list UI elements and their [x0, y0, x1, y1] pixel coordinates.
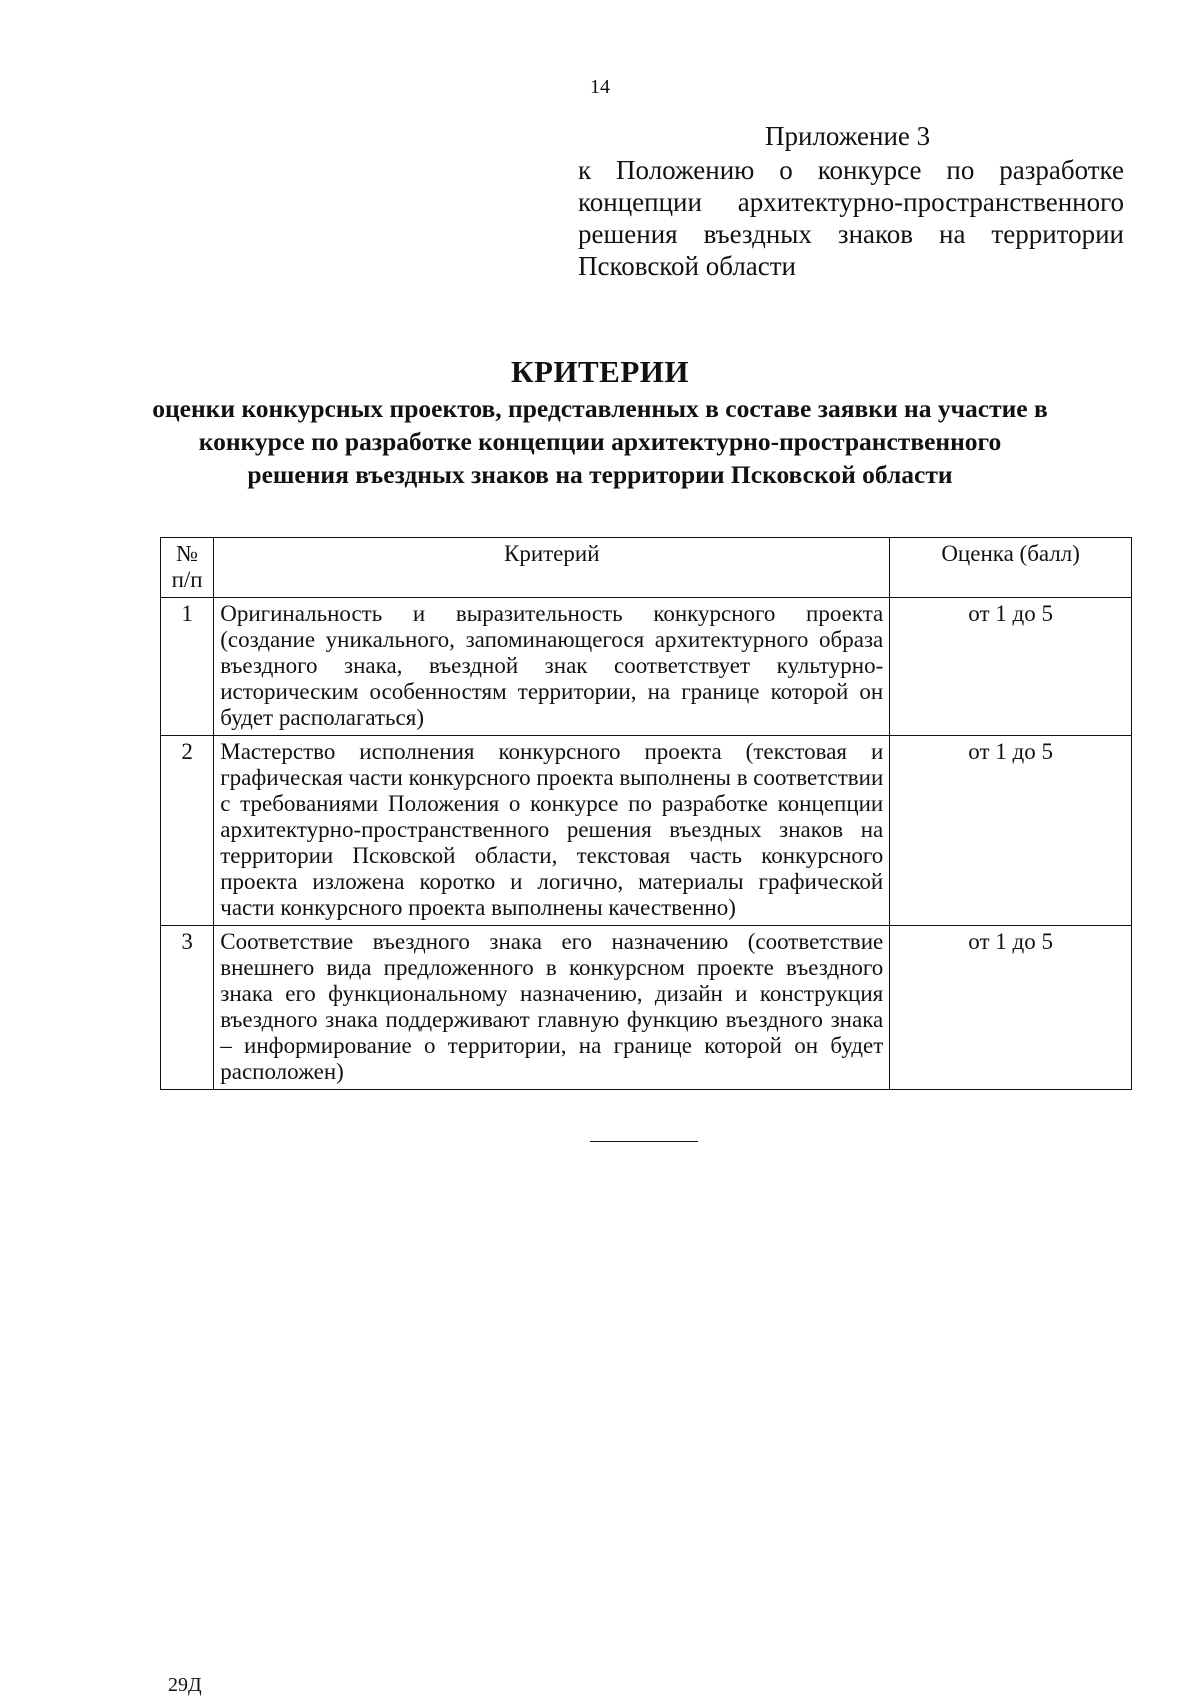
footer-code: 29Д — [168, 1674, 202, 1696]
row-score: от 1 до 5 — [890, 926, 1132, 1090]
row-criterion: Соответствие въездного знака его назначению (соответствие внешнего вида предложенного в конкурсном проекте въездного знака его функциональному назначению, дизайн и конструкция въездного знака поддерживают главную функцию въездного знака – информирование о территории, на границе которой он будет расположен) — [214, 926, 890, 1090]
header-criterion: Критерий — [214, 538, 890, 598]
table-row — [161, 926, 1132, 1090]
heading-subtitle: оценки конкурсных проектов, представленных в составе заявки на участие в конкурсе по разработке концепции архитектурно-пространственного решения въездных знаков на территории Псковской области — [152, 394, 1048, 489]
row-score: от 1 до 5 — [890, 598, 1132, 736]
table-row — [161, 598, 1132, 736]
row-score: от 1 до 5 — [890, 736, 1132, 926]
end-divider — [590, 1141, 698, 1142]
row-num: 3 — [161, 926, 214, 1090]
header-score: Оценка (балл) — [890, 538, 1132, 598]
appendix-block — [578, 120, 1124, 282]
page-number: 14 — [590, 76, 610, 98]
row-num: 1 — [161, 598, 214, 736]
table-header-row — [161, 538, 1132, 598]
criteria-table — [160, 537, 1132, 1090]
appendix-title: Приложение 3 — [765, 121, 931, 151]
table-row — [161, 736, 1132, 926]
heading-title: КРИТЕРИИ — [510, 354, 690, 389]
appendix-text: к Положению о конкурсе по разработке концепции архитектурно-пространственного решения въездных знаков на территории Псковской области — [578, 155, 1124, 281]
header-num: № п/п — [161, 538, 214, 598]
row-num: 2 — [161, 736, 214, 926]
document-heading — [150, 352, 1050, 491]
row-criterion: Мастерство исполнения конкурсного проекта (текстовая и графическая части конкурсного проекта выполнены в соответствии с требованиями Положения о конкурсе по разработке концепции архитектурно-пространственного решения въездных знаков на территории Псковской области, текстовая часть конкурсного проекта изложена коротко и логично, материалы графической части конкурсного проекта выполнены качественно) — [214, 736, 890, 926]
row-criterion: Оригинальность и выразительность конкурсного проекта (создание уникального, запоминающегося архитектурного образа въездного знака, въездной знак соответствует культурно-историческим особенностям территории, на границе которой он будет располагаться) — [214, 598, 890, 736]
